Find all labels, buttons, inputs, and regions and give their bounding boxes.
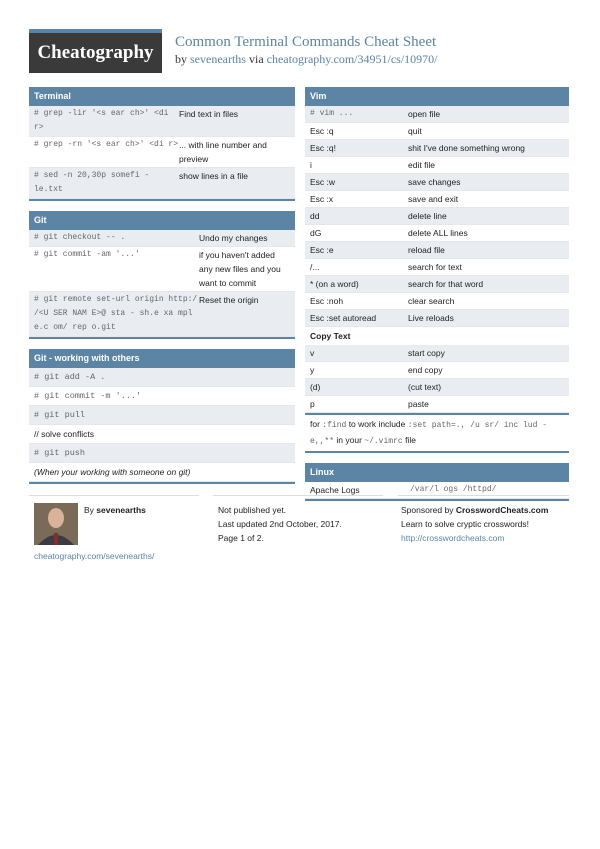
description-cell: save changes (408, 177, 461, 187)
command-cell: # git remote set-url origin http:/ /<U SER NAM E>@ sta - sh.e xa mpl e.c om/ rep o.git (34, 295, 198, 332)
table-row (305, 362, 569, 379)
table-row (305, 259, 569, 276)
section-divider (29, 482, 295, 484)
description-cell: paste (408, 399, 429, 409)
avatar-portrait-icon (34, 503, 78, 545)
terminal-header: Terminal (29, 87, 295, 106)
command-cell: Esc :q (310, 126, 334, 136)
page-title: Common Terminal Commands Cheat Sheet (175, 34, 437, 50)
description-cell: if you haven't added any new files and you want to commit (199, 250, 281, 288)
description-cell: clear search (408, 296, 455, 306)
description-cell: end copy (408, 365, 443, 375)
terminal-section (29, 87, 295, 201)
command-cell: v (310, 348, 315, 358)
table-row (305, 225, 569, 242)
footer-author (84, 503, 146, 517)
description-cell: open file (408, 109, 441, 119)
footer-rule (29, 495, 199, 496)
description-cell: /var/l ogs /httpd/ (410, 485, 497, 494)
cheatography-logo[interactable]: Cheatography (29, 29, 162, 73)
table-row (305, 191, 569, 208)
byline-via: via (248, 52, 264, 66)
description-cell: search for that word (408, 279, 484, 289)
table-row (29, 292, 295, 337)
table-row (305, 140, 569, 157)
table-row (305, 157, 569, 174)
list-item: // solve conflicts (29, 425, 295, 444)
vim-note-text: in your (336, 435, 362, 445)
table-row (305, 482, 569, 499)
sponsor-prefix: Sponsored by (401, 505, 454, 515)
command-cell: y (310, 365, 315, 375)
author-avatar[interactable] (34, 503, 78, 545)
vim-note-code: ~/.vimrc (364, 437, 403, 446)
table-row (29, 168, 295, 199)
table-row (29, 247, 295, 292)
description-cell: ... with line number and preview (179, 140, 267, 164)
description-cell: show lines in a file (179, 171, 248, 181)
command-cell: (d) (310, 382, 321, 392)
git-header: Git (29, 211, 295, 230)
vim-note (305, 415, 569, 451)
table-row (305, 396, 569, 413)
description-cell: delete ALL lines (408, 228, 468, 238)
command-cell: * (on a word) (310, 279, 359, 289)
command-cell: Esc :e (310, 245, 334, 255)
table-row (29, 230, 295, 247)
copy-text-subheader: Copy Text (310, 331, 351, 341)
table-row (305, 106, 569, 123)
command-cell: Esc :noh (310, 296, 344, 306)
table-row (305, 293, 569, 310)
table-row (305, 379, 569, 396)
vim-section (305, 87, 569, 453)
table-row (305, 123, 569, 140)
command-cell: # grep -rn '<s ear ch>' <di r> (34, 140, 179, 149)
table-row (29, 106, 295, 137)
vim-note-code: :set path=., /u sr/ inc lud - e,,** (310, 421, 547, 446)
command-cell: Apache Logs (310, 485, 360, 495)
footer-author-name[interactable]: sevenearths (96, 505, 146, 515)
vim-note-text: file (405, 435, 416, 445)
section-divider (305, 499, 569, 501)
command-cell: # git checkout -- . (34, 233, 126, 242)
description-cell: search for text (408, 262, 462, 272)
command-cell: Esc :set autoread (310, 313, 377, 323)
vim-note-text: for (310, 419, 320, 429)
command-cell: dG (310, 228, 322, 238)
description-cell: Reset the origin (199, 295, 259, 305)
command-cell: i (310, 160, 312, 170)
vim-note-code: :find (322, 421, 347, 430)
description-cell: Live reloads (408, 313, 454, 323)
copy-rows (305, 345, 569, 413)
byline-by: by (175, 52, 187, 66)
command-cell: # vim ... (310, 109, 354, 118)
description-cell: (cut text) (408, 382, 442, 392)
description-cell: Find text in files (179, 109, 239, 119)
published-status: Not published yet. (218, 505, 287, 515)
last-updated: Last updated 2nd October, 2017. (218, 519, 342, 529)
footer-by: By (84, 505, 94, 515)
command-cell: # grep -lir '<s ear ch>' <di r> (34, 109, 169, 132)
command-cell: dd (310, 211, 320, 221)
command-cell: # git commit -am '...' (34, 250, 140, 259)
git-others-section (29, 349, 295, 484)
sponsor-line (401, 503, 548, 517)
table-row (305, 310, 569, 327)
description-cell: quit (408, 126, 422, 136)
description-cell: reload file (408, 245, 445, 255)
left-column (29, 87, 295, 494)
author-link[interactable]: sevenearths (190, 52, 246, 66)
table-row (29, 137, 295, 168)
table-row (305, 208, 569, 225)
table-row (305, 276, 569, 293)
git-section (29, 211, 295, 339)
command-cell: Esc :w (310, 177, 336, 187)
footer-rule (213, 495, 383, 496)
sheet-url-link[interactable]: cheatography.com/34951/cs/10970/ (266, 52, 438, 66)
vim-header: Vim (305, 87, 569, 106)
git-others-header: Git - working with others (29, 349, 295, 368)
list-item: # git add -A . (29, 368, 295, 387)
table-row (305, 242, 569, 259)
description-cell: shit I've done something wrong (408, 143, 525, 153)
list-item: # git push (29, 444, 295, 463)
section-note: (When your working with someone on git) (29, 463, 295, 482)
byline (175, 52, 438, 67)
command-cell: # sed -n 20,30p somefi - le.txt (34, 171, 150, 194)
linux-header: Linux (305, 463, 569, 482)
list-item: # git commit -m '...' (29, 387, 295, 406)
description-cell: save and exit (408, 194, 459, 204)
vim-rows (305, 106, 569, 327)
sponsor-description: Learn to solve cryptic crosswords! (401, 519, 530, 529)
page-number: Page 1 of 2. (218, 533, 264, 543)
description-cell: edit file (408, 160, 435, 170)
command-cell: p (310, 399, 315, 409)
command-cell: /... (310, 262, 320, 272)
list-item: # git pull (29, 406, 295, 425)
sponsor-link[interactable]: http://crosswordcheats.com (401, 533, 505, 543)
description-cell: delete line (408, 211, 447, 221)
table-row (305, 345, 569, 362)
author-profile-link[interactable]: cheatography.com/sevenearths/ (34, 551, 155, 561)
footer-meta (218, 503, 342, 545)
right-column (305, 87, 569, 511)
command-cell: Esc :x (310, 194, 334, 204)
footer-rule (398, 495, 569, 496)
vim-note-text: to work include (348, 419, 406, 429)
section-divider (29, 199, 295, 201)
table-row (305, 174, 569, 191)
description-cell: Undo my changes (199, 233, 268, 243)
sponsor-name[interactable]: CrosswordCheats.com (455, 505, 549, 515)
command-cell: Esc :q! (310, 143, 336, 153)
footer-sponsor (401, 503, 548, 545)
section-divider (29, 337, 295, 339)
section-divider (305, 451, 569, 453)
description-cell: start copy (408, 348, 445, 358)
